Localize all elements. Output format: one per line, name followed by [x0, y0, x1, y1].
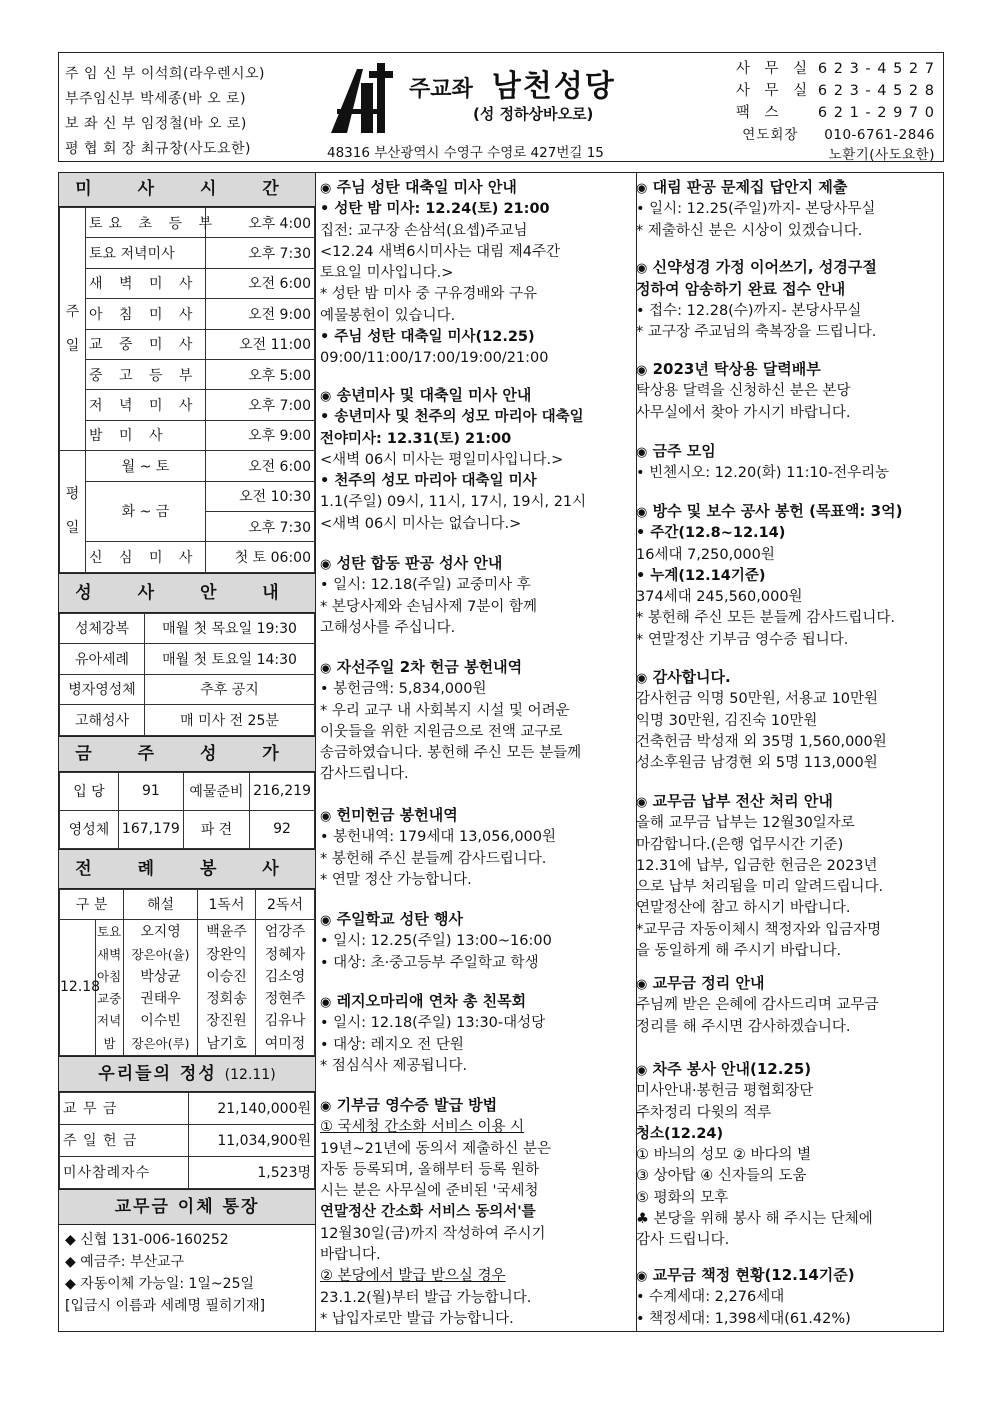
notice-advent-answer-sheet: ◉ 대림 판공 문제집 답안지 제출 • 일시: 12.25(주일)까지- 본당사무실 * 제출하신 분은 시상이 있겠습니다. [636, 178, 876, 239]
notice-sunday-school: ◉ 주일학교 성탄 행사 • 일시: 12.25(주일) 13:00~16:00 • 대상: 초·중고등부 주일학교 학생 [320, 910, 552, 971]
mass-time: 오전 10:30 [206, 481, 315, 511]
sacrament-schedule: 매 미사 전 25분 [145, 705, 315, 736]
bullet-icon: ◉ [320, 913, 332, 928]
sacraments-table [59, 613, 315, 736]
notice-year-end-mass: ◉ 송년미사 및 대축일 미사 안내 • 송년미사 및 천주의 성모 마리아 대축일 전야미사: 12.31(토) 21:00 <새벽 06시 미사는 평일미사입니다.> • 천주의 성모 마리아 대축일 미사 1.1(주일) 09시, 11시, 17시, 19시, 21시 <새벽 06시 미사는 없습니다.> [320, 386, 587, 532]
liturgy-person: 정현주 [256, 987, 315, 1009]
liturgy-person: 오지영 [124, 919, 198, 943]
mass-name: 저 녁 미 사 [86, 390, 206, 420]
offering-title: 우리들의 정성 (12.11) [59, 1056, 315, 1092]
hymns-title: 금 주 성 가 [59, 736, 315, 772]
liturgy-mass: 교중 [96, 987, 124, 1009]
notice-next-week-service: ◉ 차주 봉사 안내(12.25) 미사안내·봉헌금 평협회장단 주차정리 다윗의 적루 청소(12.24) ① 바늬의 성모 ② 바다의 별 ③ 상아탑 ④ 신자들의 도움 ⑤ 평화의 모후 ♣ 본당을 위해 봉사 해 주시는 단체에 감사 드립니다. [636, 1060, 873, 1249]
account-line: ◆ 신협 131-006-160252 [65, 1231, 229, 1248]
hymn-number: 92 [250, 810, 315, 848]
mass-name: 토요 초 등 부 [86, 208, 206, 238]
sacrament-name: 유아세례 [60, 644, 145, 675]
notice-bible-writing: ◉ 신약성경 가정 이어쓰기, 성경구절 정하여 암송하기 완료 접수 안내 • 접수: 12.28(수)까지- 본당사무실 * 교구장 주교님의 축복장을 드립니다. [636, 258, 877, 340]
offering-amount: 21,140,000원 [189, 1092, 315, 1124]
liturgy-mass: 저녁 [96, 1009, 124, 1031]
liturgy-date: 12.18 [60, 919, 96, 1055]
liturgy-person: 권태우 [124, 987, 198, 1009]
mass-name: 교 중 미 사 [86, 329, 206, 359]
bullet-icon: ◉ [636, 181, 648, 196]
hymns-table [59, 772, 315, 849]
bullet-icon: ◉ [636, 1269, 648, 1284]
bullet-icon: ◉ [636, 363, 648, 378]
bullet-icon: ◉ [320, 557, 332, 572]
sunday-label: 주일 [60, 208, 86, 451]
mass-name: 밤 미 사 [86, 420, 206, 450]
staff-line: 보 좌 신 부 임정철(바 오 로) [65, 116, 247, 132]
liturgy-title: 전 례 봉 사 [59, 849, 315, 889]
bullet-icon: ◉ [320, 181, 332, 196]
liturgy-table [59, 889, 315, 1056]
bullet-icon: ◉ [636, 1063, 648, 1078]
liturgy-person: 장은아(율) [124, 943, 198, 965]
weekday-label: 평일 [60, 451, 86, 573]
bulletin-header [58, 52, 944, 162]
contact-line: 사 무 실 6 2 3 - 4 5 2 8 [735, 83, 935, 99]
mass-time: 오후 9:00 [206, 420, 315, 450]
bullet-icon: ◉ [636, 505, 648, 520]
mass-name: 화 ~ 금 [86, 481, 206, 542]
liturgy-person: 박상균 [124, 965, 198, 987]
bullet-icon: ◉ [636, 977, 648, 992]
notice-thanks: ◉ 감사합니다. 감사헌금 익명 50만원, 서용교 10만원 익명 30만원, 김진숙 10만원 건축헌금 박성재 외 35명 1,560,000원 성소후원금 남경현 외 5명 113,000원 [636, 668, 887, 772]
bullet-icon: ◉ [320, 995, 332, 1010]
notice-donation-receipt: ◉ 기부금 영수증 발급 방법 ① 국세청 간소화 서비스 이용 시 19년~21년에 동의서 제출하신 분은 자동 등록되며, 올해부터 등록 원하 시는 분은 사무실에 준비된 '국세청 연말정산 간소화 서비스 동의서'를 12월30일(금)까지 작성하여 주시기 바랍니다. ② 본당에서 발급 받으실 경우 23.1.2(월)부터 발급 가능합니다. * 납입자로만 발급 가능합니다. [320, 1096, 551, 1327]
notice-dues-status: ◉ 교무금 책정 현황(12.14기준) • 수계세대: 2,276세대 • 책정세대: 1,398세대(61.42%) [636, 1266, 855, 1327]
mass-name: 토요 저녁미사 [86, 238, 206, 268]
notice-legio-mariae: ◉ 레지오마리애 연차 총 친목회 • 일시: 12.18(주일) 13:30-대성당 • 대상: 레지오 전 단원 * 점심식사 제공됩니다. [320, 992, 546, 1074]
bullet-icon: ◉ [636, 261, 648, 276]
offering-name: 미사참례자수 [60, 1156, 189, 1188]
hymn-number: 167,179 [118, 810, 183, 848]
staff-line: 평 협 회 장 최규창(사도요한) [65, 141, 251, 157]
liturgy-person: 남기호 [198, 1031, 256, 1055]
notice-christmas-mass: ◉ 주님 성탄 대축일 미사 안내 • 성탄 밤 미사: 12.24(토) 21:00 집전: 교구장 손삼석(요셉)주교님 <12.24 새벽6시미사는 대림 제4주간 토요일 미사입니다.> * 성탄 밤 미사 중 구유경배와 구유 예물봉헌이 있습니다. • 주님 성탄 대축일 미사(12.25) 09:00/11:00/17:00/19:00/21:00 [320, 178, 561, 367]
staff-line: 부주임신부 박세종(바 오 로) [65, 91, 247, 107]
notice-calendar: ◉ 2023년 탁상용 달력배부 탁상용 달력을 신청하신 분은 본당 사무실에서 찾아 가시기 바랍니다. [636, 360, 851, 421]
mass-name: 새 벽 미 사 [86, 268, 206, 298]
sacrament-name: 고해성사 [60, 705, 145, 736]
contact-line: 팩 스 6 2 1 - 2 9 7 0 [735, 105, 935, 121]
sacrament-schedule: 추후 공지 [145, 674, 315, 705]
staff-line: 주 임 신 부 이석희(라우렌시오) [65, 66, 266, 82]
bullet-icon: ◉ [636, 445, 648, 460]
bullet-icon: ◉ [320, 809, 332, 824]
liturgy-person: 장은아(루) [124, 1031, 198, 1055]
mass-name: 월 ~ 토 [86, 451, 206, 481]
notice-meetings: ◉ 금주 모임 • 빈첸시오: 12.20(화) 11:10-전우리농 [636, 442, 890, 482]
liturgy-person: 김소영 [256, 965, 315, 987]
mass-time: 첫 토 06:00 [206, 542, 315, 572]
liturgy-person: 장진원 [198, 1009, 256, 1031]
mass-name: 중 고 등 부 [86, 359, 206, 389]
account-info [59, 1225, 315, 1321]
contact-line: 연도회장 010-6761-2846 [742, 127, 935, 143]
notice-dues-settlement: ◉ 교무금 정리 안내 주님께 받은 은혜에 감사드리며 교무금 정리를 해 주시면 감사하겠습니다. [636, 974, 879, 1035]
offering-amount: 11,034,900원 [189, 1124, 315, 1156]
liturgy-person: 장완익 [198, 943, 256, 965]
liturgy-mass: 토요 [96, 919, 124, 943]
hymn-label: 파 견 [183, 810, 249, 848]
hymn-label: 입 당 [60, 772, 119, 810]
liturgy-header: 1독서 [198, 889, 256, 919]
notice-rice-offering: ◉ 헌미헌금 봉헌내역 • 봉헌내역: 179세대 13,056,000원 * 봉헌해 주신 분들께 감사드립니다. * 연말 정산 가능합니다. [320, 806, 557, 888]
hymn-number: 91 [118, 772, 183, 810]
liturgy-person: 김유나 [256, 1009, 315, 1031]
mass-time: 오후 7:00 [206, 390, 315, 420]
contact-line: 사 무 실 6 2 3 - 4 5 2 7 [735, 61, 935, 77]
address: 48316 부산광역시 수영구 수영로 427번길 15 [327, 145, 604, 161]
liturgy-mass: 밤 [96, 1031, 124, 1055]
left-column [59, 173, 316, 1331]
liturgy-person: 여미정 [256, 1031, 315, 1055]
parish-logo-icon [327, 59, 401, 137]
liturgy-person: 이승진 [198, 965, 256, 987]
offering-amount: 1,523명 [189, 1156, 315, 1188]
liturgy-person: 엄강주 [256, 919, 315, 943]
account-note: [입금시 이름과 세례명 필히기재] [65, 1297, 266, 1314]
liturgy-person: 이수빈 [124, 1009, 198, 1031]
account-title: 교무금 이체 통장 [59, 1189, 315, 1225]
sacrament-name: 병자영성체 [60, 674, 145, 705]
sacrament-schedule: 매월 첫 토요일 14:30 [145, 644, 315, 675]
mass-time: 오후 4:00 [206, 208, 315, 238]
patron-saint: (성 정하상바오로) [473, 105, 594, 123]
sacrament-name: 성체강복 [60, 613, 145, 644]
sacrament-schedule: 매월 첫 목요일 19:30 [145, 613, 315, 644]
offering-name: 교 무 금 [60, 1092, 189, 1124]
mass-time: 오전 6:00 [206, 268, 315, 298]
notice-charity-offering: ◉ 자선주일 2차 헌금 봉헌내역 • 봉헌금액: 5,834,000원 * 우리 교구 내 사회복지 시설 및 어려운 이웃들을 위한 지원금으로 전액 교구로 송금하였습니다. 봉헌해 주신 모든 분들께 감사드립니다. [320, 658, 582, 783]
mass-time: 오전 6:00 [206, 451, 315, 481]
account-line: ◆ 예금주: 부산교구 [65, 1253, 185, 1270]
account-line: ◆ 자동이체 가능일: 1일~25일 [65, 1275, 255, 1292]
mass-time: 오후 5:00 [206, 359, 315, 389]
hymn-number: 216,219 [250, 772, 315, 810]
liturgy-person: 백윤주 [198, 919, 256, 943]
mass-times-table [59, 207, 315, 573]
mass-time: 오전 11:00 [206, 329, 315, 359]
liturgy-person: 정회송 [198, 987, 256, 1009]
bulletin-body [58, 172, 944, 1332]
bullet-icon: ◉ [636, 795, 648, 810]
parish-title: 주교좌 남천성당 [409, 69, 616, 104]
offering-name: 주 일 헌 금 [60, 1124, 189, 1156]
liturgy-header: 해설 [124, 889, 198, 919]
offering-table [59, 1092, 315, 1189]
contact-name: 노환기(사도요한) [828, 147, 935, 163]
bullet-icon: ◉ [636, 671, 648, 686]
right-column [631, 173, 950, 1331]
hymn-label: 영성체 [60, 810, 119, 848]
middle-column [315, 173, 637, 1331]
mass-name: 신 심 미 사 [86, 542, 206, 572]
notice-confession: ◉ 성탄 합동 판공 성사 안내 • 일시: 12.18(주일) 교중미사 후 * 본당사제와 손님사제 7분이 함께 고해성사를 주십니다. [320, 554, 538, 636]
notice-dues-processing: ◉ 교무금 납부 전산 처리 안내 올해 교무금 납부는 12월30일자로 마감합니다.(은행 업무시간 기준) 12.31에 납부, 입금한 헌금은 2023년 으로 납부 처리됨을 미리 알려드립니다. 연말정산에 참고 하시기 바랍니다. *교무금 자동이체시 책정자와 입금자명 을 동일하게 해 주시기 바랍니다. [636, 792, 884, 960]
notice-repair-offering: ◉ 방수 및 보수 공사 봉헌 (목표액: 3억) • 주간(12.8~12.14) 16세대 7,250,000원 • 누계(12.14기준) 374세대 245,560,000원 * 봉헌해 주신 모든 분들께 감사드립니다. * 연말정산 기부금 영수증 됩니다. [636, 502, 903, 648]
mass-name: 아 침 미 사 [86, 299, 206, 329]
liturgy-header: 2독서 [256, 889, 315, 919]
bullet-icon: ◉ [320, 389, 332, 404]
liturgy-mass: 새벽 [96, 943, 124, 965]
liturgy-person: 정혜자 [256, 943, 315, 965]
mass-time: 오후 7:30 [206, 238, 315, 268]
liturgy-header: 구 분 [60, 889, 124, 919]
sacraments-title: 성 사 안 내 [59, 573, 315, 613]
mass-time: 오후 7:30 [206, 511, 315, 541]
mass-times-title: 미 사 시 간 [59, 173, 315, 207]
hymn-label: 예물준비 [183, 772, 249, 810]
mass-time: 오전 9:00 [206, 299, 315, 329]
liturgy-mass: 아침 [96, 965, 124, 987]
bullet-icon: ◉ [320, 1099, 332, 1114]
bullet-icon: ◉ [320, 661, 332, 676]
